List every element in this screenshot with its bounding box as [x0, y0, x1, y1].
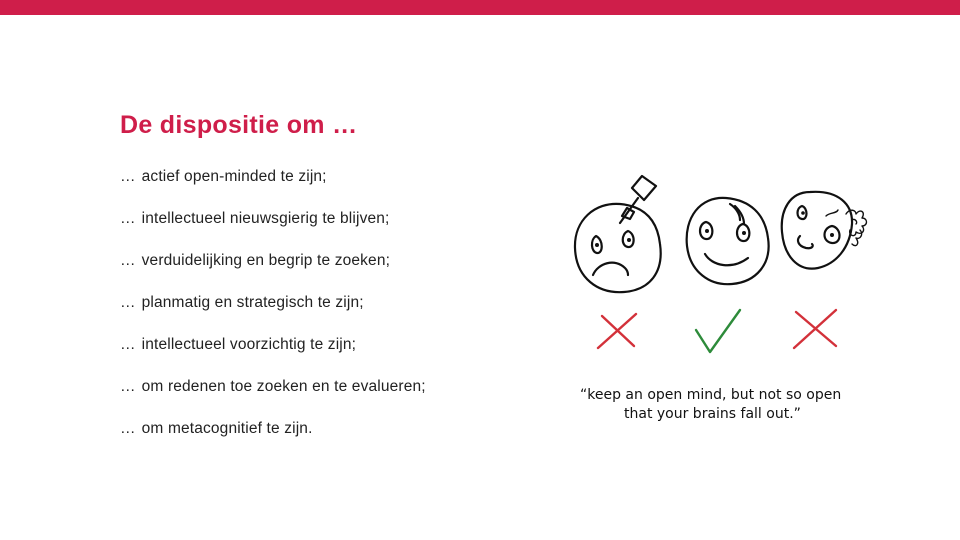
- bullet-ellipsis: …: [120, 420, 136, 437]
- bullet-text: intellectueel voorzichtig te zijn;: [141, 336, 357, 353]
- bullet-item: [120, 294, 426, 336]
- slide-title: De dispositie om …: [120, 111, 358, 139]
- bullet-item: [120, 420, 426, 462]
- bullet-text: intellectueel nieuwsgierig te blijven;: [141, 210, 390, 227]
- bullet-list: [120, 168, 426, 462]
- sad-face-icon: [575, 176, 661, 292]
- top-accent-bar: [0, 0, 960, 15]
- quote: [580, 386, 890, 424]
- bullet-item: [120, 336, 426, 378]
- bullet-item: [120, 252, 426, 294]
- bullet-text: actief open-minded te zijn;: [141, 168, 327, 185]
- smiling-face-icon: [687, 198, 769, 284]
- bullet-ellipsis: …: [120, 168, 136, 185]
- bullet-text: om metacognitief te zijn.: [141, 420, 313, 437]
- check-mark-icon: [696, 310, 740, 352]
- brains-falling-out-face-icon: [782, 192, 867, 269]
- bullet-item: [120, 378, 426, 420]
- bullet-ellipsis: …: [120, 294, 136, 311]
- bullet-ellipsis: …: [120, 210, 136, 227]
- bullet-ellipsis: …: [120, 252, 136, 269]
- bullet-item: [120, 210, 426, 252]
- open-mind-illustration: [560, 168, 880, 368]
- cross-mark-icon: [598, 314, 636, 348]
- bullet-item: [120, 168, 426, 210]
- cross-mark-icon: [794, 310, 836, 348]
- bullet-ellipsis: …: [120, 336, 136, 353]
- bullet-text: planmatig en strategisch te zijn;: [141, 294, 364, 311]
- bullet-text: om redenen toe zoeken en te evalueren;: [141, 378, 426, 395]
- bullet-ellipsis: …: [120, 378, 136, 395]
- quote-line-2: that your brains fall out.”: [624, 406, 801, 422]
- bullet-text: verduidelijking en begrip te zoeken;: [141, 252, 391, 269]
- quote-line-1: “keep an open mind, but not so open: [580, 387, 842, 403]
